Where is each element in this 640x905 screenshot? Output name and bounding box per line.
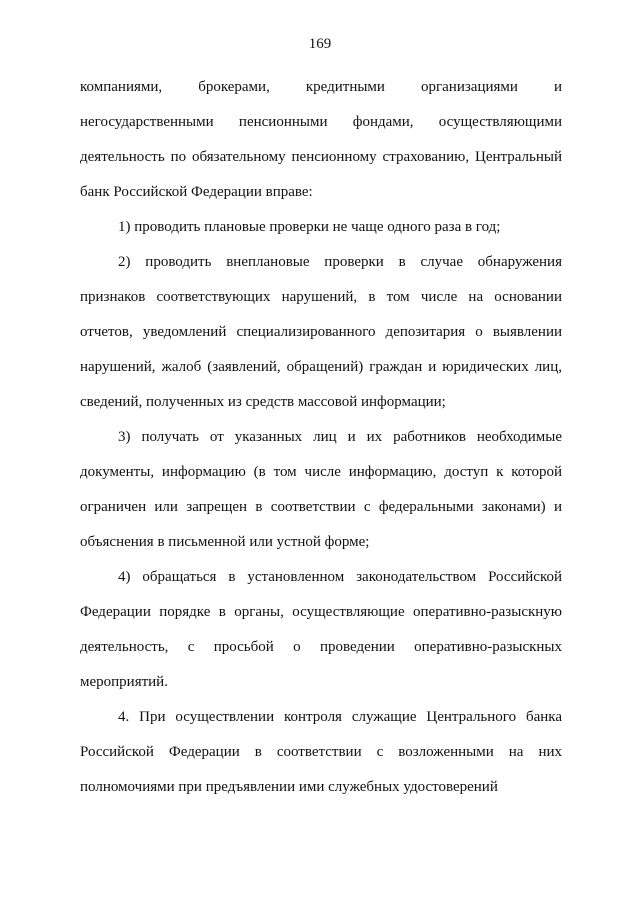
paragraph-item-1: 1) проводить плановые проверки не чаще одного раза в год;	[118, 219, 501, 235]
paragraph-section-4: 4. При осуществлении контроля служащие Центрального банка Российской Федерации в соответствии с возложенными на них полномочиями при предъявлении ими служебных удостоверений	[80, 709, 562, 795]
page-number: 169	[308, 36, 332, 52]
paragraph-item-2: 2) проводить внеплановые проверки в случае обнаружения признаков соответствующих нарушений, в том числе на основании отчетов, уведомлений специализированного депозитария о выявлении нарушений, жалоб (заявлений, обращений) граждан и юридических лиц, сведений, полученных из средств массовой информации;	[80, 254, 562, 410]
paragraph-item-4: 4) обращаться в установленном законодательством Российской Федерации порядке в органы, осуществляющие оперативно-разыскную деятельность, с просьбой о проведении оперативно-разыскных мероприятий.	[80, 569, 562, 690]
paragraph-intro: компаниями, брокерами, кредитными организациями и негосударственными пенсионными фондами, осуществляющими деятельность по обязательному пенсионному страхованию, Центральный банк Российской Федерации вправе:	[80, 79, 562, 200]
document-body	[80, 70, 562, 805]
paragraph-item-3: 3) получать от указанных лиц и их работников необходимые документы, информацию (в том числе информацию, доступ к которой ограничен или запрещен в соответствии с федеральными законами) и объяснения в письменной или устной форме;	[80, 429, 562, 550]
